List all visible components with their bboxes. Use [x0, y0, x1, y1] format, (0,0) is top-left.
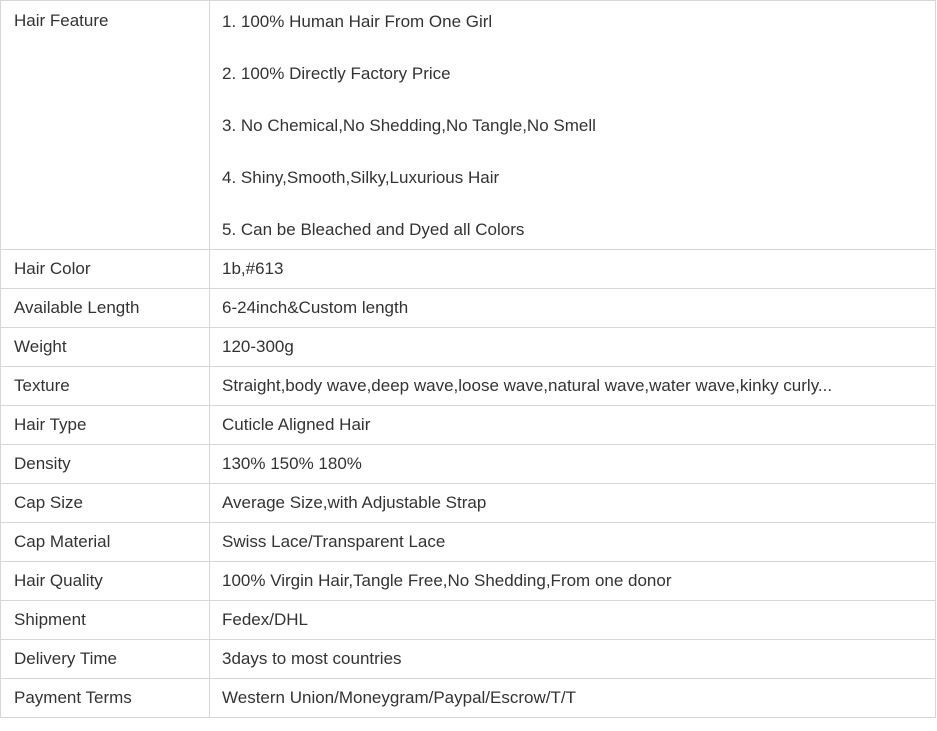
spec-label: Hair Color [1, 250, 210, 289]
spec-value: Western Union/Moneygram/Paypal/Escrow/T/T [210, 679, 936, 718]
table-row [1, 640, 936, 679]
spec-label: Hair Feature [1, 1, 210, 250]
spec-label: Delivery Time [1, 640, 210, 679]
spec-value: Swiss Lace/Transparent Lace [210, 523, 936, 562]
feature-line: 5. Can be Bleached and Dyed all Colors [222, 220, 525, 239]
spec-value: Fedex/DHL [210, 601, 936, 640]
spec-label: Cap Size [1, 484, 210, 523]
table-row [1, 406, 936, 445]
feature-line: 4. Shiny,Smooth,Silky,Luxurious Hair [222, 168, 500, 187]
table-row [1, 679, 936, 718]
spec-label: Cap Material [1, 523, 210, 562]
feature-line: 2. 100% Directly Factory Price [222, 64, 451, 83]
table-row [1, 250, 936, 289]
spec-value: 6-24inch&Custom length [210, 289, 936, 328]
table-row [1, 523, 936, 562]
feature-line: 1. 100% Human Hair From One Girl [222, 12, 493, 31]
table-row [1, 484, 936, 523]
spec-value: 130% 150% 180% [210, 445, 936, 484]
spec-label: Payment Terms [1, 679, 210, 718]
spec-label: Texture [1, 367, 210, 406]
spec-value: Cuticle Aligned Hair [210, 406, 936, 445]
spec-value: 100% Virgin Hair,Tangle Free,No Shedding,From one donor [210, 562, 936, 601]
spec-value: 120-300g [210, 328, 936, 367]
spec-value: Straight,body wave,deep wave,loose wave,natural wave,water wave,kinky curly... [210, 367, 936, 406]
table-row [1, 601, 936, 640]
spec-value: 3days to most countries [210, 640, 936, 679]
spec-label: Weight [1, 328, 210, 367]
table-row [1, 445, 936, 484]
spec-value: 1b,#613 [210, 250, 936, 289]
spec-label: Shipment [1, 601, 210, 640]
table-row-hair-feature [1, 1, 936, 250]
table-row [1, 367, 936, 406]
spec-value: Average Size,with Adjustable Strap [210, 484, 936, 523]
spec-label: Density [1, 445, 210, 484]
spec-label: Available Length [1, 289, 210, 328]
spec-label: Hair Type [1, 406, 210, 445]
feature-line: 3. No Chemical,No Shedding,No Tangle,No Smell [222, 116, 596, 135]
table-row [1, 328, 936, 367]
spec-label: Hair Quality [1, 562, 210, 601]
table-row [1, 289, 936, 328]
spec-value-feature-list [210, 1, 936, 250]
table-row [1, 562, 936, 601]
